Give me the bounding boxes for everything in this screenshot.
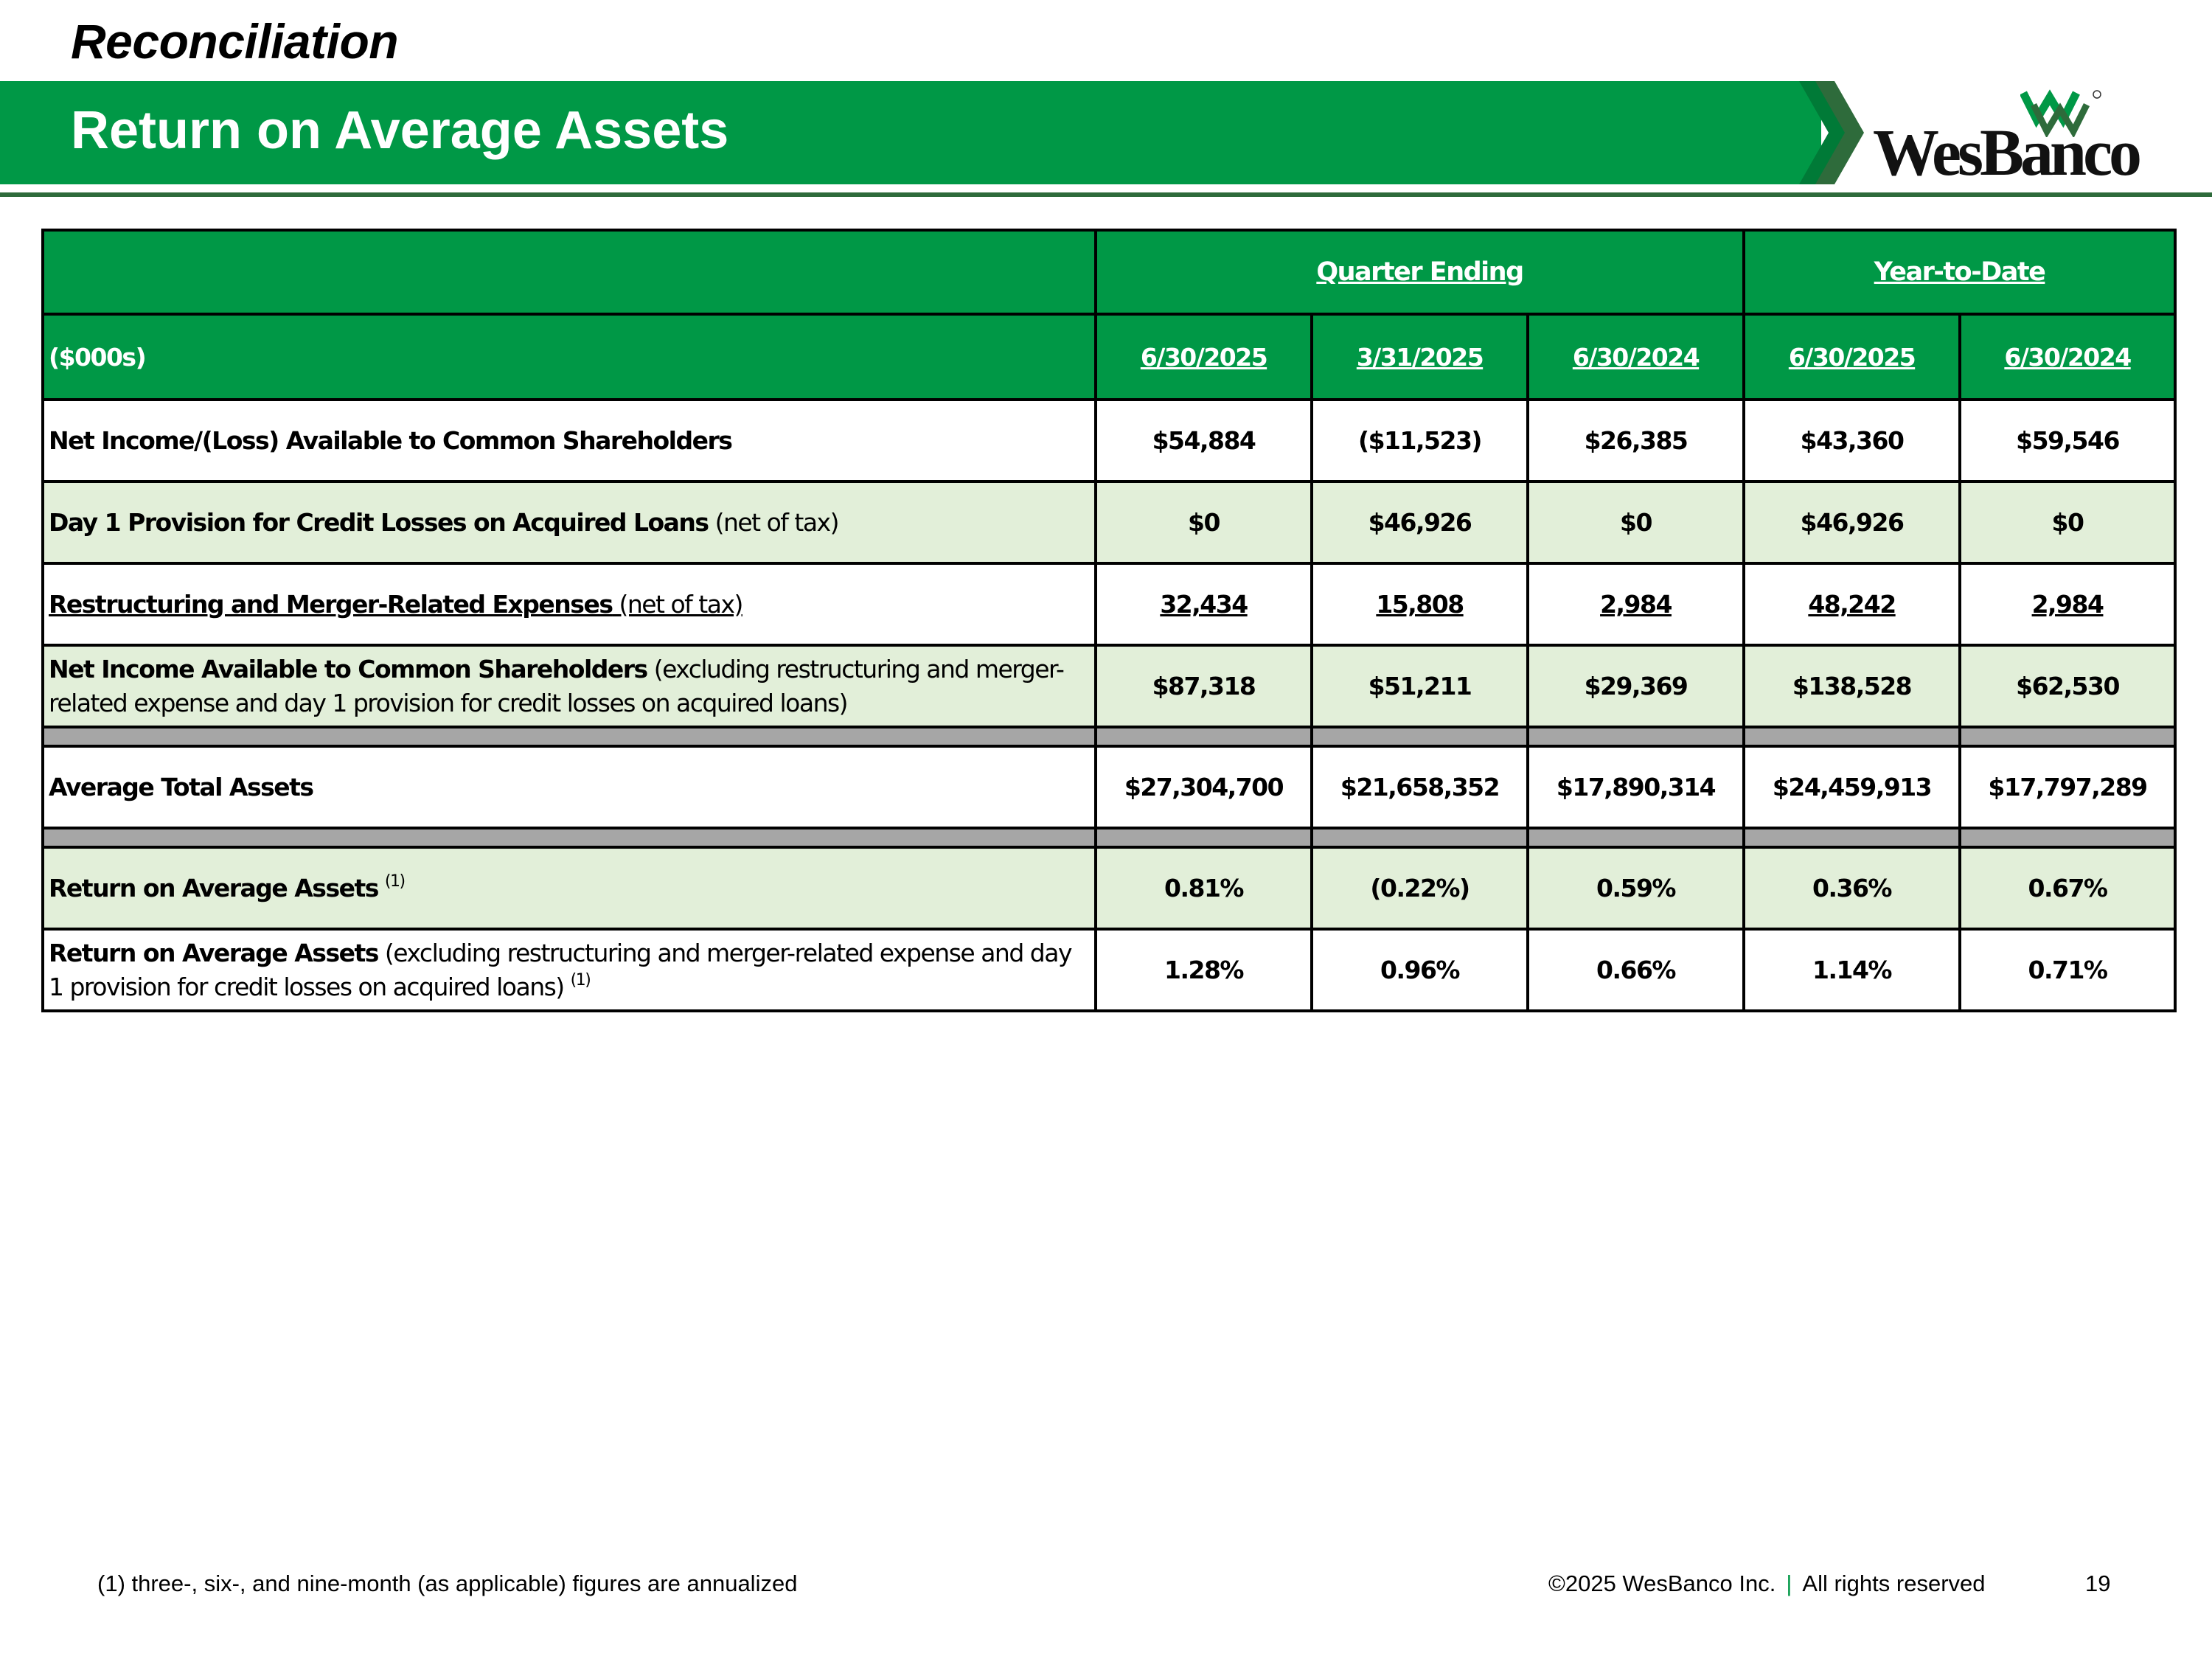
header-column-row xyxy=(43,314,2175,400)
reconciliation-table xyxy=(41,229,2177,1012)
table-cell: 0.59% xyxy=(1528,847,1744,929)
table-row xyxy=(43,645,2175,727)
footnote: (1) three-, six-, and nine-month (as applicable) figures are annualized xyxy=(97,1571,798,1596)
table-cell: ($11,523) xyxy=(1312,400,1528,481)
table-cell: $138,528 xyxy=(1744,645,1960,727)
col-header: 3/31/2025 xyxy=(1312,314,1528,400)
group-quarter-ending: Quarter Ending xyxy=(1096,230,1744,314)
wesbanco-logo xyxy=(1873,87,2139,189)
table-cell: 0.66% xyxy=(1528,929,1744,1011)
row-label: Net Income Available to Common Shareholders (excluding restructuring and merger-related expense and day 1 provision for credit losses on acquired loans) xyxy=(43,645,1096,727)
table-cell: 2,984 xyxy=(1960,563,2175,645)
table-cell: $27,304,700 xyxy=(1096,746,1312,828)
table-cell: 48,242 xyxy=(1744,563,1960,645)
table-cell: $62,530 xyxy=(1960,645,2175,727)
table-cell: 15,808 xyxy=(1312,563,1528,645)
table-cell: $17,797,289 xyxy=(1960,746,2175,828)
table-cell: $17,890,314 xyxy=(1528,746,1744,828)
copyright-footer xyxy=(1548,1571,1986,1597)
unit-label: ($000s) xyxy=(43,314,1096,400)
col-header: 6/30/2024 xyxy=(1960,314,2175,400)
row-label: Return on Average Assets $^{(1)}$ xyxy=(43,847,1096,929)
page-title: Return on Average Assets xyxy=(71,101,729,160)
table-cell: 1.28% xyxy=(1096,929,1312,1011)
table-cell: $21,658,352 xyxy=(1312,746,1528,828)
table-cell: 0.81% xyxy=(1096,847,1312,929)
table-cell: $59,546 xyxy=(1960,400,2175,481)
table-cell: $46,926 xyxy=(1312,481,1528,563)
table-cell: $26,385 xyxy=(1528,400,1744,481)
table-cell: $24,459,913 xyxy=(1744,746,1960,828)
row-label: Average Total Assets xyxy=(43,746,1096,828)
table-cell: $0 xyxy=(1960,481,2175,563)
table-row xyxy=(43,400,2175,481)
row-label: Day 1 Provision for Credit Losses on Acquired Loans (net of tax) xyxy=(43,481,1096,563)
table-cell: $87,318 xyxy=(1096,645,1312,727)
table-cell: 2,984 xyxy=(1528,563,1744,645)
table-cell: $0 xyxy=(1096,481,1312,563)
table-cell: $43,360 xyxy=(1744,400,1960,481)
table-cell: (0.22%) xyxy=(1312,847,1528,929)
copyright-text: ©2025 WesBanco Inc. xyxy=(1548,1571,1776,1596)
header-blank xyxy=(43,230,1096,314)
header-rule xyxy=(0,192,2212,197)
col-header: 6/30/2025 xyxy=(1744,314,1960,400)
table-cell: 0.71% xyxy=(1960,929,2175,1011)
rights-text: All rights reserved xyxy=(1802,1571,1986,1596)
row-label: Return on Average Assets (excluding restructuring and merger-related expense and day 1 provision for credit losses on acquired loans) $^{(1)}$ xyxy=(43,929,1096,1011)
row-label: Restructuring and Merger-Related Expenses (net of tax) xyxy=(43,563,1096,645)
row-label: Net Income/(Loss) Available to Common Shareholders xyxy=(43,400,1096,481)
page-number: 19 xyxy=(2085,1571,2111,1596)
table-cell: 32,434 xyxy=(1096,563,1312,645)
table-row xyxy=(43,929,2175,1011)
spacer-row xyxy=(43,727,2175,746)
table-cell: $46,926 xyxy=(1744,481,1960,563)
table-row xyxy=(43,563,2175,645)
table-row xyxy=(43,847,2175,929)
table-cell: $54,884 xyxy=(1096,400,1312,481)
spacer-row xyxy=(43,828,2175,847)
table-cell: 0.67% xyxy=(1960,847,2175,929)
logo-wordmark: WesBanco xyxy=(1873,116,2139,189)
table-cell: 1.14% xyxy=(1744,929,1960,1011)
table-cell: $0 xyxy=(1528,481,1744,563)
table-row xyxy=(43,481,2175,563)
col-header: 6/30/2024 xyxy=(1528,314,1744,400)
table-cell: $29,369 xyxy=(1528,645,1744,727)
header-group-row xyxy=(43,230,2175,314)
table-cell: 0.36% xyxy=(1744,847,1960,929)
footer-separator: | xyxy=(1786,1571,1792,1596)
table-cell: 0.96% xyxy=(1312,929,1528,1011)
section-title: Reconciliation xyxy=(71,14,399,69)
table-row xyxy=(43,746,2175,828)
col-header: 6/30/2025 xyxy=(1096,314,1312,400)
table-cell: $51,211 xyxy=(1312,645,1528,727)
group-year-to-date: Year-to-Date xyxy=(1744,230,2175,314)
